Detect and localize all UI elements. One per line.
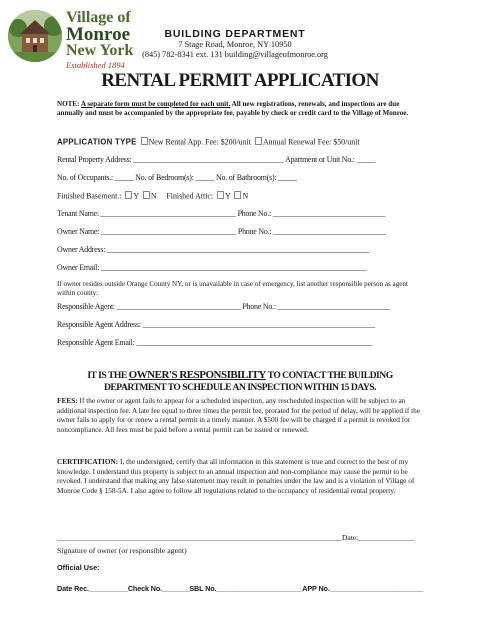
occupants-row: [57, 173, 427, 182]
basement-yes-label: Y: [133, 191, 139, 201]
agent-email-row: [57, 338, 427, 347]
certification-paragraph: [57, 457, 423, 495]
resp-pre: IT IS THE: [87, 370, 129, 381]
logo-wordmark: [66, 10, 138, 70]
department-header: [140, 28, 330, 60]
resp-post: TO CONTACT THE BUILDING: [265, 370, 393, 381]
tenant-name-field[interactable]: Tenant Name: ____________________________________: [57, 209, 236, 218]
signature-label: Signature of owner (or responsible agent): [57, 546, 187, 555]
basement-yes-checkbox[interactable]: [125, 191, 132, 199]
annual-renewal-option: Annual Renewal Fee: $50/unit: [262, 137, 360, 147]
new-rental-option: New Rental App. Fee: $200/unit: [148, 137, 251, 147]
occupants-field[interactable]: No. of Occupants.: _____ No. of Bedroom(s): _____ No. of Bathroom(s): _____: [57, 173, 297, 182]
attic-no-checkbox[interactable]: [234, 191, 241, 199]
basement-label: Finished Basement.:: [57, 191, 122, 201]
owner-responsibility-statement: [57, 370, 423, 393]
property-address-field[interactable]: Rental Property Address: ________________________________________: [57, 155, 284, 164]
agent-phone-field[interactable]: Phone No.: ______________________________: [242, 302, 390, 311]
owner-phone-field[interactable]: Phone No.: ______________________________: [237, 227, 386, 236]
department-address: 7 Stage Road, Monroe, NY 10950: [178, 40, 292, 49]
agent-address-row: [57, 320, 427, 329]
official-use-label: Official Use:: [57, 563, 100, 572]
logo-line-established: Established 1894: [66, 60, 125, 70]
outside-county-note: If owner resides outside Orange County NY, or is unavailable in case of emergency, list another responsible person as agent within county:: [57, 280, 408, 298]
owner-address-field[interactable]: Owner Address: ______________________________________________________________________: [57, 245, 370, 254]
signature-field[interactable]: ____________________________________________________________________________: [57, 533, 342, 542]
logo-line-newyork: New York: [66, 42, 134, 59]
resp-emphasis: OWNER'S RESPONSIBILITY: [128, 369, 266, 381]
basement-no-checkbox[interactable]: [143, 191, 150, 199]
basement-no-label: N: [150, 191, 157, 201]
fees-text: If the owner or agent fails to appear for a scheduled inspection, any rescheduled inspection will be subject to an additional inspection fee. A late fee equal to three times the permit fee, prorated for the period of delay, will be applied if the owner fails to apply for or renew a rental permit in a timely manner. A $500 fee will be charged if a permit is revoked for noncompliance. All fees must be paid before a rental permit can be issued or renewed.: [57, 396, 421, 434]
owner-row: [57, 227, 427, 236]
apt-unit-field[interactable]: Apartment or Unit No.: _____: [285, 155, 376, 164]
official-use-row: Date Rec.__________Check No._______SBL No.______________________APP No.________________________: [57, 584, 424, 593]
village-hall-image: [8, 10, 62, 62]
attic-no-label: N: [242, 191, 249, 201]
finished-areas-row: [57, 191, 427, 201]
logo-line-village: Village of: [66, 9, 131, 26]
note-label: NOTE:: [57, 100, 80, 108]
attic-yes-label: Y: [225, 191, 231, 201]
owner-name-field[interactable]: Owner Name: ____________________________________: [57, 227, 236, 236]
note-paragraph: [57, 100, 425, 118]
tenant-row: [57, 209, 427, 218]
tenant-phone-field[interactable]: Phone No.: ______________________________: [237, 209, 386, 218]
owner-email-field[interactable]: Owner Email: _______________________________________________________________________: [57, 263, 367, 272]
village-logo: [8, 9, 136, 70]
attic-label: Finished Attic:: [166, 191, 214, 201]
owner-email-row: [57, 263, 427, 272]
signature-date-field[interactable]: Date:_______________: [342, 533, 415, 542]
certification-text: I, the undersigned, certify that all information in this statement is true and correct to the best of my knowledge. I understand this property is subject to an annual inspection and non-compliance may cause the permit to be revoked. I understand that making any false statement may result in penalties under the law and is a violation of Village of Monroe Code § 158-5A. I also agree to follow all regulations related to the occupancy of residential rental property.: [57, 457, 415, 495]
note-text: All new registrations, renewals, and inspections are due annually and must be accompanied by the appropriate fee, payable by check or credit card to the Village of Monroe.: [57, 100, 409, 118]
department-contact: (845) 782-8341 ext. 131 building@villageofmonroe.org: [142, 50, 328, 59]
new-rental-checkbox[interactable]: [141, 137, 148, 145]
page-title: RENTAL PERMIT APPLICATION: [101, 70, 379, 91]
certification-label: CERTIFICATION:: [57, 457, 119, 466]
agent-address-field[interactable]: Responsible Agent Address: ______________________________________________________________: [57, 320, 375, 329]
logo-line-monroe: Monroe: [66, 24, 131, 45]
owner-address-row: [57, 245, 427, 254]
department-title: BUILDING DEPARTMENT: [164, 28, 306, 40]
application-type-row: [57, 137, 427, 147]
application-type-label: APPLICATION TYPE: [57, 137, 137, 147]
agent-row: [57, 302, 427, 311]
agent-name-field[interactable]: Responsible Agent: _________________________________: [57, 302, 241, 311]
agent-email-field[interactable]: Responsible Agent Email: _______________________________________________________________: [57, 338, 373, 347]
fees-paragraph: [57, 396, 423, 434]
attic-yes-checkbox[interactable]: [217, 191, 224, 199]
resp-line2: DEPARTMENT TO SCHEDULE AN INSPECTION WITHIN 15 DAYS.: [103, 381, 377, 393]
property-address-row: [57, 155, 427, 164]
fees-label: FEES:: [57, 396, 78, 405]
note-underlined: A separate form must be completed for each unit.: [80, 100, 231, 108]
signature-row: [57, 533, 427, 542]
annual-renewal-checkbox[interactable]: [255, 137, 262, 145]
